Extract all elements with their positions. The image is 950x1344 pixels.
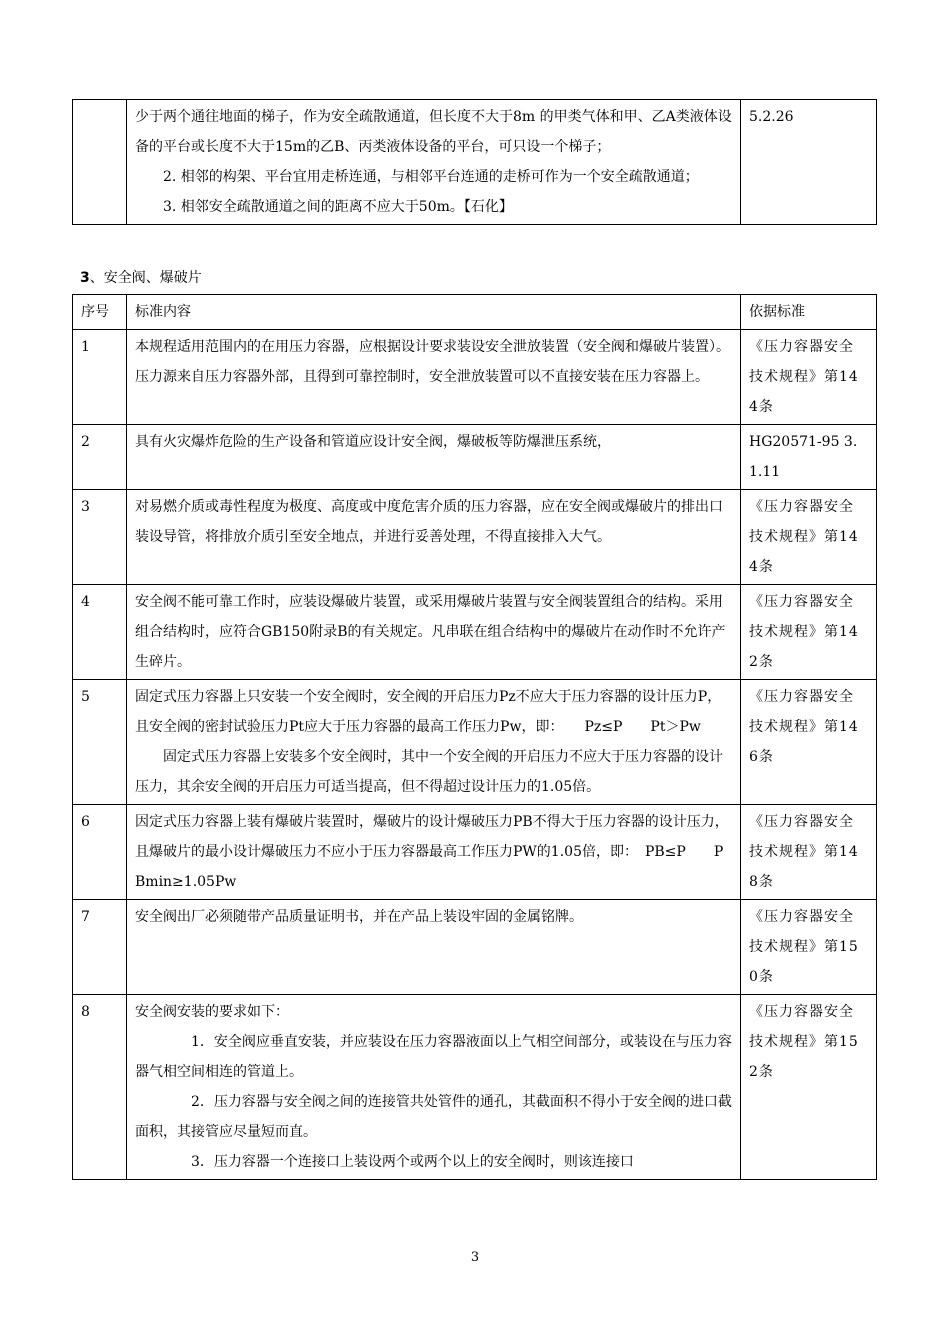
table-row (73, 995, 877, 1180)
row-num: 8 (73, 995, 127, 1180)
row-content (127, 900, 741, 995)
content-cell (127, 100, 741, 225)
row-content (127, 585, 741, 680)
row-num: 4 (73, 585, 127, 680)
table-row (73, 490, 877, 585)
row-content (127, 805, 741, 900)
page-number: 3 (470, 1250, 480, 1265)
content-para: 2．压力容器与安全阀之间的连接管共处管件的通孔，其截面积不得小于安全阀的进口截面积，其接管应尽量短而直。 (135, 1094, 732, 1140)
row-content (127, 425, 741, 490)
content-para: 安全阀出厂必须随带产品质量证明书，并在产品上装设牢固的金属铭牌。 (135, 909, 583, 925)
content-line: 少于两个通往地面的梯子，作为安全疏散通道，但长度不大于8m 的甲类气体和甲、乙A类液体设备的平台或长度不大于15m的乙B、丙类液体设备的平台，可只设一个梯子； (135, 109, 732, 155)
content-para: 3．压力容器一个连接口上装设两个或两个以上的安全阀时，则该连接口 (191, 1154, 634, 1170)
row-num: 3 (73, 490, 127, 585)
row-basis: 《压力容器安全技术规程》第146条 (741, 680, 877, 805)
row-num: 2 (73, 425, 127, 490)
content-para: 因定式压力容器上装有爆破片装置时，爆破片的设计爆破压力PB不得大于压力容器的设计压力，且爆破片的最小设计爆破压力不应小于压力容器最高工作压力PW的1.05倍，即： PB≤P PBmin≥1.05Pw (135, 814, 729, 890)
content-para: 对易燃介质或毒性程度为极度、高度或中度危害介质的压力容器，应在安全阀或爆破片的排出口装设导管，将排放介质引至安全地点，并进行妥善处理，不得直接排入大气。 (135, 499, 723, 545)
table-header-row (73, 295, 877, 330)
content-para: 固定式压力容器上安装多个安全阀时，其中一个安全阀的开启压力不应大于压力容器的设计压力，其余安全阀的开启压力可适当提高，但不得超过设计压力的1.05倍。 (135, 749, 723, 795)
header-basis: 依据标准 (741, 295, 877, 330)
section-number: 3 (80, 270, 90, 286)
row-content (127, 995, 741, 1180)
table-row (73, 330, 877, 425)
row-basis: 《压力容器安全技术规程》第144条 (741, 330, 877, 425)
content-para: 安全阀不能可靠工作时，应装设爆破片装置，或采用爆破片装置与安全阀装置组合的结构。采用组合结构时，应符合GB150附录B的有关规定。凡串联在组合结构中的爆破片在动作时不允许产生碎片。 (135, 594, 726, 670)
row-num: 7 (73, 900, 127, 995)
row-basis: 《压力容器安全技术规程》第152条 (741, 995, 877, 1180)
header-content: 标准内容 (127, 295, 741, 330)
standards-table (72, 294, 877, 1180)
content-para: 固定式压力容器上只安装一个安全阀时，安全阀的开启压力Pz不应大于压力容器的设计压力P，且安全阀的密封试验压力Pt应大于压力容器的最高工作压力Pw，即： Pz≤P Pt＞Pw (135, 689, 722, 735)
row-basis: 《压力容器安全技术规程》第148条 (741, 805, 877, 900)
num-cell (73, 100, 127, 225)
row-basis: 《压力容器安全技术规程》第150条 (741, 900, 877, 995)
table-row (73, 425, 877, 490)
row-content (127, 490, 741, 585)
section-heading (80, 264, 202, 292)
basis-cell: 5.2.26 (741, 100, 877, 225)
table-row (73, 805, 877, 900)
table-row (73, 100, 877, 225)
content-para: 本规程适用范围内的在用压力容器，应根据设计要求装设安全泄放装置（安全阀和爆破片装置）。压力源来自压力容器外部，且得到可靠控制时，安全泄放装置可以不直接安装在压力容器上。 (135, 339, 730, 385)
row-basis: 《压力容器安全技术规程》第144条 (741, 490, 877, 585)
content-para: 安全阀安装的要求如下： (135, 1004, 289, 1020)
header-num: 序号 (73, 295, 127, 330)
row-content (127, 680, 741, 805)
row-num: 6 (73, 805, 127, 900)
row-content (127, 330, 741, 425)
table-row (73, 900, 877, 995)
row-num: 5 (73, 680, 127, 805)
table-row (73, 585, 877, 680)
row-basis: 《压力容器安全技术规程》第142条 (741, 585, 877, 680)
row-basis: HG20571-95 3.1.11 (741, 425, 877, 490)
content-para: 1．安全阀应垂直安装，并应装设在压力容器液面以上气相空间部分，或装设在与压力容器气相空间相连的管道上。 (135, 1034, 732, 1080)
table-row (73, 680, 877, 805)
row-num: 1 (73, 330, 127, 425)
content-line: 3. 相邻安全疏散通道之间的距离不应大于50m。【石化】 (163, 199, 513, 215)
content-line: 2. 相邻的构架、平台宜用走桥连通，与相邻平台连通的走桥可作为一个安全疏散通道； (163, 169, 699, 185)
content-para: 具有火灾爆炸危险的生产设备和管道应设计安全阀，爆破板等防爆泄压系统， (135, 434, 611, 450)
continuation-table (72, 99, 877, 225)
section-title: 、安全阀、爆破片 (89, 270, 202, 286)
